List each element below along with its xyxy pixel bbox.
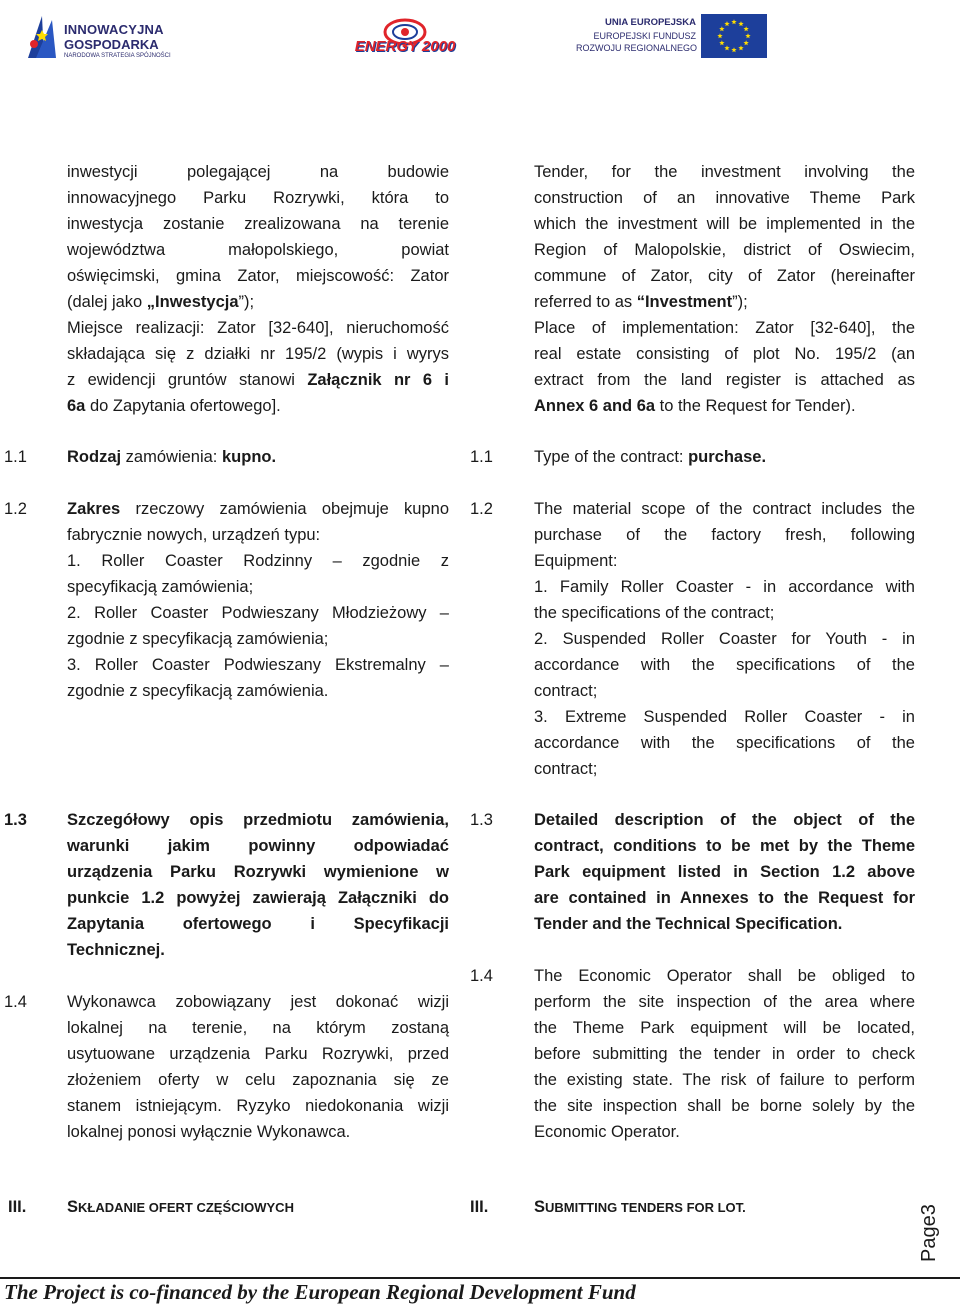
s12-num-en: 1.2 xyxy=(470,500,493,518)
s12-pl-line: 1. Roller Coaster Rodzinny – zgodnie z xyxy=(67,552,449,570)
eu-flag-icon xyxy=(701,14,767,58)
section3-num-text: III. xyxy=(8,1198,27,1216)
ig-emblem-icon xyxy=(26,14,60,60)
intro-en-line: real estate consisting of plot No. 195/2 (an xyxy=(534,345,915,363)
s14-pl-line: usytuowane urządzenia Parku Rozrywki, przed xyxy=(67,1045,449,1063)
section3-en-rest: UBMITTING TENDERS FOR LOT. xyxy=(545,1200,746,1215)
intro-pl-line: województwa małopolskiego, powiat xyxy=(67,241,449,259)
section3-num-text: III. xyxy=(470,1198,489,1216)
s13-en xyxy=(534,807,915,937)
intro-pl-line: oświęcimski, gmina Zator, miejscowość: Zator xyxy=(67,267,449,285)
intro-en-text: referred to as xyxy=(534,293,637,311)
investment-term: “Investment xyxy=(636,293,733,311)
intro-pl-line xyxy=(67,393,449,419)
intro-pl-line: innowacyjnego Parku Rozrywki, która to xyxy=(67,189,449,207)
s12-en-line: 1. Family Roller Coaster - in accordance with xyxy=(534,578,915,596)
s14-pl-line: złożeniem oferty w celu zapoznania się ze xyxy=(67,1071,449,1089)
intro-pl-line: składająca się z działki nr 195/2 (wypis i wyrys xyxy=(67,345,449,363)
s13-pl-line: warunki jakim powinny odpowiadać xyxy=(67,837,449,855)
s14-pl-line: lokalnej ponosi wyłącznie Wykonawca. xyxy=(67,1123,351,1141)
s12-en-line: contract; xyxy=(534,760,598,778)
s11-pl-value: kupno. xyxy=(221,448,277,466)
s11-pl xyxy=(67,444,276,470)
zalacznik-6a-term: 6a xyxy=(67,397,86,415)
footer-rule xyxy=(0,1277,960,1279)
intro-pl-line xyxy=(67,289,449,315)
s13-pl-line: Szczegółowy opis przedmiotu zamówienia, xyxy=(67,811,449,829)
s14-en-line: perform the site inspection of the area where xyxy=(534,993,915,1011)
zakres-term: Zakres xyxy=(67,500,121,518)
intro-pl-line: Miejsce realizacji: Zator [32-640], nieruchomość xyxy=(67,319,449,337)
s12-pl-line: specyfikacją zamówienia; xyxy=(67,578,254,596)
s11-pl-bold: Rodzaj xyxy=(67,448,122,466)
intro-pl-text: do Zapytania ofertowego]. xyxy=(85,397,281,415)
s12-en-line: contract; xyxy=(534,682,598,700)
section3-en-initial: S xyxy=(534,1198,546,1216)
intro-en-line: Place of implementation: Zator [32-640], the xyxy=(534,319,915,337)
s12-en-line: 3. Extreme Suspended Roller Coaster - in xyxy=(534,708,915,726)
intro-en-line: which the investment will be implemented in the xyxy=(534,215,915,233)
eu-erdf-logo xyxy=(576,14,770,62)
s12-pl-line: fabrycznie nowych, urządzeń typu: xyxy=(67,526,321,544)
s11-num-pl: 1.1 xyxy=(4,448,27,466)
s12-pl-line: 3. Roller Coaster Podwieszany Ekstremalny – xyxy=(67,656,449,674)
s14-num-pl: 1.4 xyxy=(4,993,27,1011)
intro-en-line: construction of an innovative Theme Park xyxy=(534,189,915,207)
s14-en xyxy=(534,963,915,1145)
eu-line3: ROZWOJU REGIONALNEGO xyxy=(576,43,698,53)
ig-line3: NARODOWA STRATEGIA SPÓJNOŚCI xyxy=(64,53,171,59)
s13-pl-line: Zapytania ofertowego i Specyfikacji xyxy=(67,915,449,933)
s14-en-line: the Theme Park equipment will be located, xyxy=(534,1019,915,1037)
s14-pl-line: lokalnej na terenie, na którym zostaną xyxy=(67,1019,449,1037)
s13-en-line: contract, conditions to be met by the Theme xyxy=(534,837,915,855)
s11-en-value: purchase. xyxy=(688,448,767,466)
intro-en-text: to the Request for Tender). xyxy=(655,397,856,415)
footer-text: The Project is co-financed by the European Regional Development Fund xyxy=(4,1280,636,1304)
s14-pl-line: stanem istniejącym. Ryzyko niedokonania wizji xyxy=(67,1097,449,1115)
s12-en xyxy=(534,496,915,782)
s14-en-line: before submitting the tender in order to check xyxy=(534,1045,915,1063)
energy-wordmark: ENERGY 2000 xyxy=(354,38,456,55)
s12-en-line: the specifications of the contract; xyxy=(534,604,775,622)
section3-title-en xyxy=(534,1198,746,1217)
s13-en-line: are contained in Annexes to the Request for xyxy=(534,889,915,907)
intro-pl-text: (dalej jako xyxy=(67,293,147,311)
s12-pl-line: 2. Roller Coaster Podwieszany Młodzieżowy – xyxy=(67,604,449,622)
s12-pl-line: zgodnie z specyfikacją zamówienia; xyxy=(67,630,329,648)
s14-en-line: the site inspection shall be borne solely by the xyxy=(534,1097,915,1115)
annex-term: Annex 6 and 6a xyxy=(534,397,656,415)
intro-en-line xyxy=(534,289,915,315)
s14-en-line: the existing state. The risk of failure to perform xyxy=(534,1071,915,1089)
intro-en-line: commune of Zator, city of Zator (hereinafter xyxy=(534,267,915,285)
s12-num-pl: 1.2 xyxy=(4,500,27,518)
intro-en xyxy=(534,159,915,419)
s14-en-line: Economic Operator. xyxy=(534,1123,680,1141)
intro-en-line: Region of Malopolskie, district of Oswiecim, xyxy=(534,241,915,259)
section3-num-pl xyxy=(8,1198,26,1217)
energy-2000-logo xyxy=(352,12,458,60)
intro-pl-text: ”); xyxy=(238,293,255,311)
section3-pl-initial: S xyxy=(67,1198,79,1216)
s13-pl xyxy=(67,807,449,963)
s12-pl-line xyxy=(67,496,449,522)
s13-num-pl: 1.3 xyxy=(4,811,27,829)
intro-en-text: ”); xyxy=(732,293,748,311)
s13-pl-line: Technicznej. xyxy=(67,941,165,959)
s14-num-en: 1.4 xyxy=(470,967,493,985)
eu-line1: UNIA EUROPEJSKA xyxy=(605,17,696,28)
s13-num-en: 1.3 xyxy=(470,811,493,829)
intro-pl-text: z ewidencji gruntów stanowi xyxy=(67,371,308,389)
s11-en xyxy=(534,444,766,470)
intro-pl-line xyxy=(67,367,449,393)
ig-line2: GOSPODARKA xyxy=(64,37,159,52)
s12-en-line: 2. Suspended Roller Coaster for Youth - in xyxy=(534,630,915,648)
eu-line2: EUROPEJSKI FUNDUSZ xyxy=(593,31,696,41)
ig-line1: INNOWACYJNA xyxy=(64,22,164,37)
s12-en-line: The material scope of the contract includes the xyxy=(534,500,915,518)
s13-pl-line: punkcie 1.2 powyżej zawierają Załączniki do xyxy=(67,889,449,907)
intro-en-line: extract from the land register is attached as xyxy=(534,371,915,389)
intro-en-line: Tender, for the investment involving the xyxy=(534,163,915,181)
intro-pl xyxy=(67,159,449,419)
s14-pl-line: Wykonawca zobowiązany jest dokonać wizji xyxy=(67,993,449,1011)
innowacyjna-gospodarka-logo xyxy=(26,14,186,62)
s14-en-line: The Economic Operator shall be obliged to xyxy=(534,967,915,985)
s13-en-line: Tender and the Technical Specification. xyxy=(534,915,843,933)
s12-en-line: Equipment: xyxy=(534,552,618,570)
s13-en-line: Park equipment listed in Section 1.2 above xyxy=(534,863,915,881)
section3-pl-rest: KŁADANIE OFERT CZĘŚCIOWYCH xyxy=(78,1200,294,1215)
s12-en-line: accordance with the specifications of the xyxy=(534,656,915,674)
s12-pl-text: rzeczowy zamówienia obejmuje kupno xyxy=(120,500,449,518)
s14-pl xyxy=(67,989,449,1145)
zalacznik-term: Załącznik nr 6 i xyxy=(307,371,450,389)
s11-num-en: 1.1 xyxy=(470,448,493,466)
page-number: Page3 xyxy=(918,1204,940,1262)
s11-pl-text: zamówienia: xyxy=(121,448,222,466)
inwestycja-term: „Inwestycja xyxy=(146,293,239,311)
intro-pl-line: inwestycja zostanie zrealizowana na terenie xyxy=(67,215,449,233)
intro-en-line xyxy=(534,393,915,419)
s11-en-text: Type of the contract: xyxy=(534,448,689,466)
section3-title-pl xyxy=(67,1198,294,1217)
section3-num-en xyxy=(470,1198,488,1217)
intro-pl-line: inwestycji polegającej na budowie xyxy=(67,163,449,181)
s12-pl xyxy=(67,496,449,704)
s12-pl-line: zgodnie z specyfikacją zamówienia. xyxy=(67,682,329,700)
s13-en-line: Detailed description of the object of the xyxy=(534,811,915,829)
s12-en-line: purchase of the factory fresh, following xyxy=(534,526,915,544)
s12-en-line: accordance with the specifications of the xyxy=(534,734,915,752)
s13-pl-line: urządzenia Parku Rozrywki wymienione w xyxy=(67,863,449,881)
